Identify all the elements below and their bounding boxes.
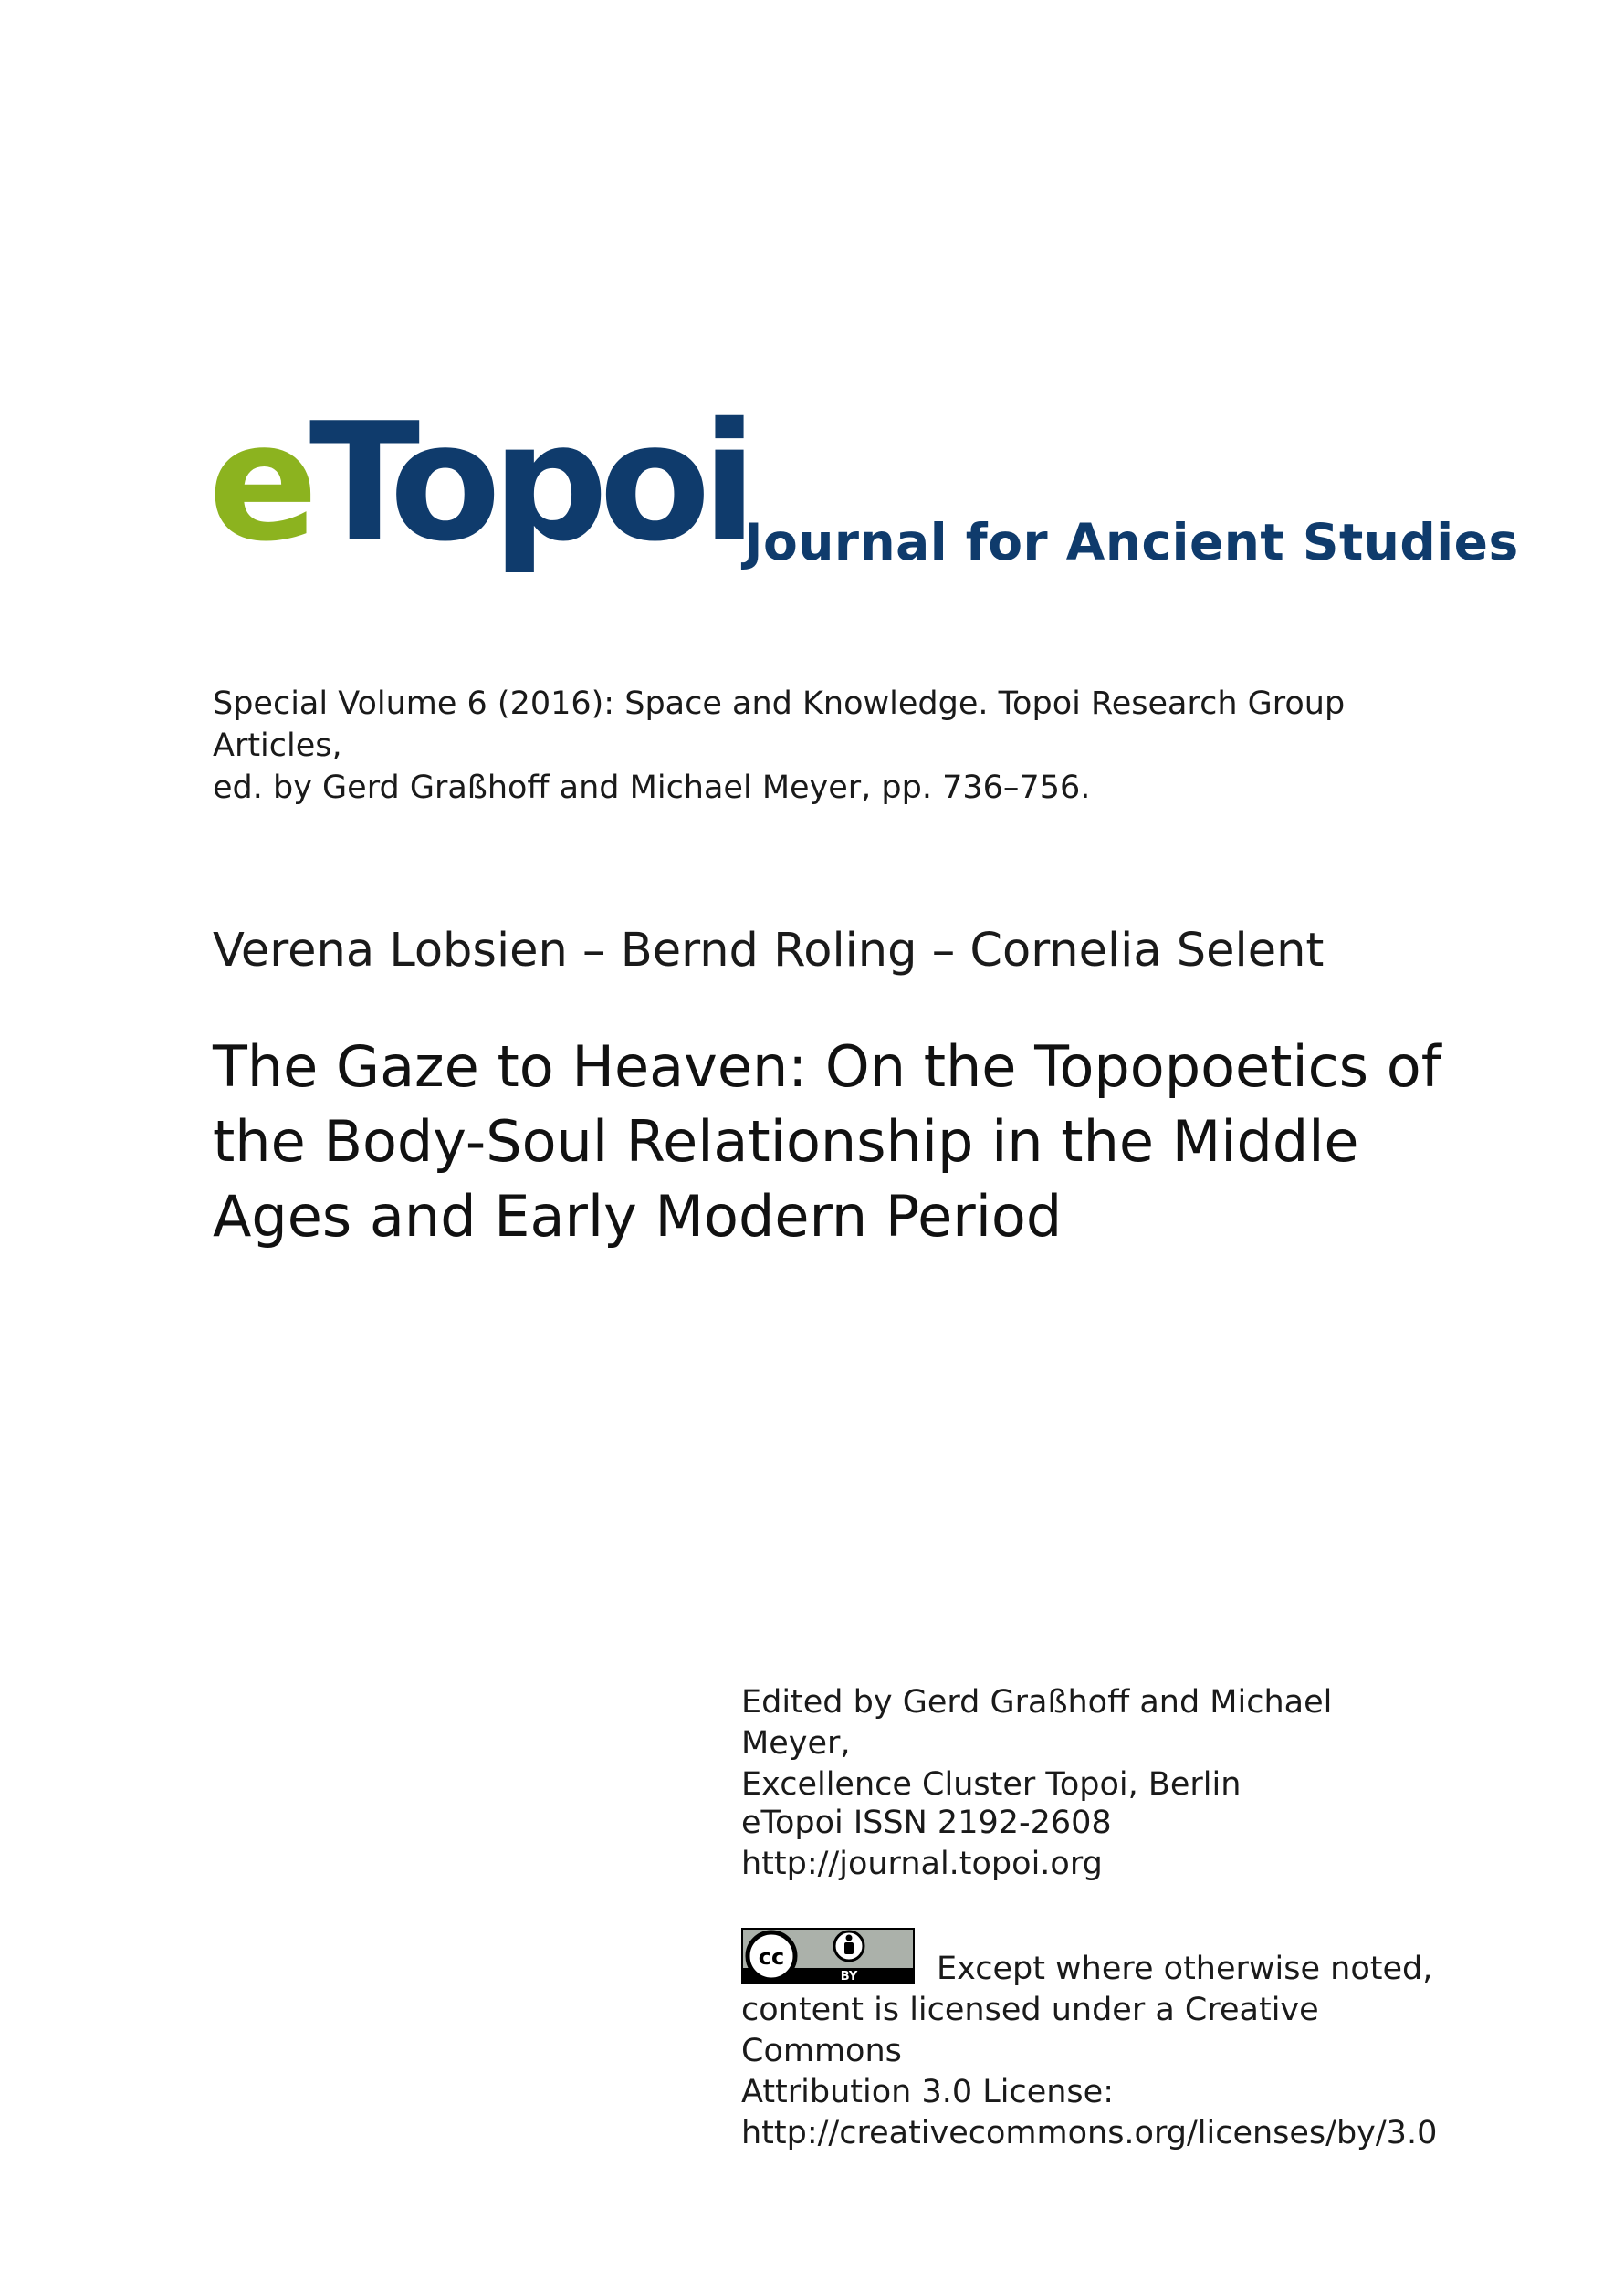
editors-info (741, 1682, 1435, 1805)
title-line-3: Ages and Early Modern Period (213, 1183, 1063, 1250)
journal-url-link[interactable]: http://journal.topoi.org (741, 1846, 1103, 1882)
article-title (213, 1030, 1472, 1254)
license-line-1 (741, 1928, 1435, 1990)
license-url-link[interactable]: http://creativecommons.org/licenses/by/3.0 (741, 2115, 1438, 2151)
license-info (741, 1928, 1438, 2154)
title-line-2: the Body-Soul Relationship in the Middle (213, 1108, 1359, 1175)
issn-info (741, 1803, 1435, 1885)
etopoi-logo (208, 388, 749, 577)
logo-topoi: Topoi (309, 388, 749, 577)
journal-subtitle: Journal for Ancient Studies (744, 513, 1519, 571)
license-line-2: content is licensed under a Creative Commons (741, 1992, 1319, 2069)
cc-text: cc (758, 1944, 785, 1970)
volume-line-1: Special Volume 6 (2016): Space and Knowledge. Topoi Research Group Articles, (213, 686, 1346, 764)
cc-by-badge-icon (741, 1928, 915, 1984)
license-line-3: Attribution 3.0 License: (741, 2074, 1114, 2110)
by-text: BY (840, 1970, 858, 1983)
authors: Verena Lobsien – Bernd Roling – Cornelia Selent (213, 924, 1325, 978)
editors-line-1: Edited by Gerd Graßhoff and Michael Meyer, (741, 1684, 1333, 1762)
title-line-1: The Gaze to Heaven: On the Topopoetics of (213, 1033, 1441, 1100)
volume-line-2: ed. by Gerd Graßhoff and Michael Meyer, pp. 736–756. (213, 769, 1091, 806)
editors-line-2: Excellence Cluster Topoi, Berlin (741, 1766, 1242, 1803)
logo-e: e (208, 388, 309, 577)
issn-line: eTopoi ISSN 2192-2608 (741, 1805, 1112, 1841)
volume-info (213, 683, 1418, 809)
license-text-line-1: Except where otherwise noted, (937, 1951, 1433, 1987)
